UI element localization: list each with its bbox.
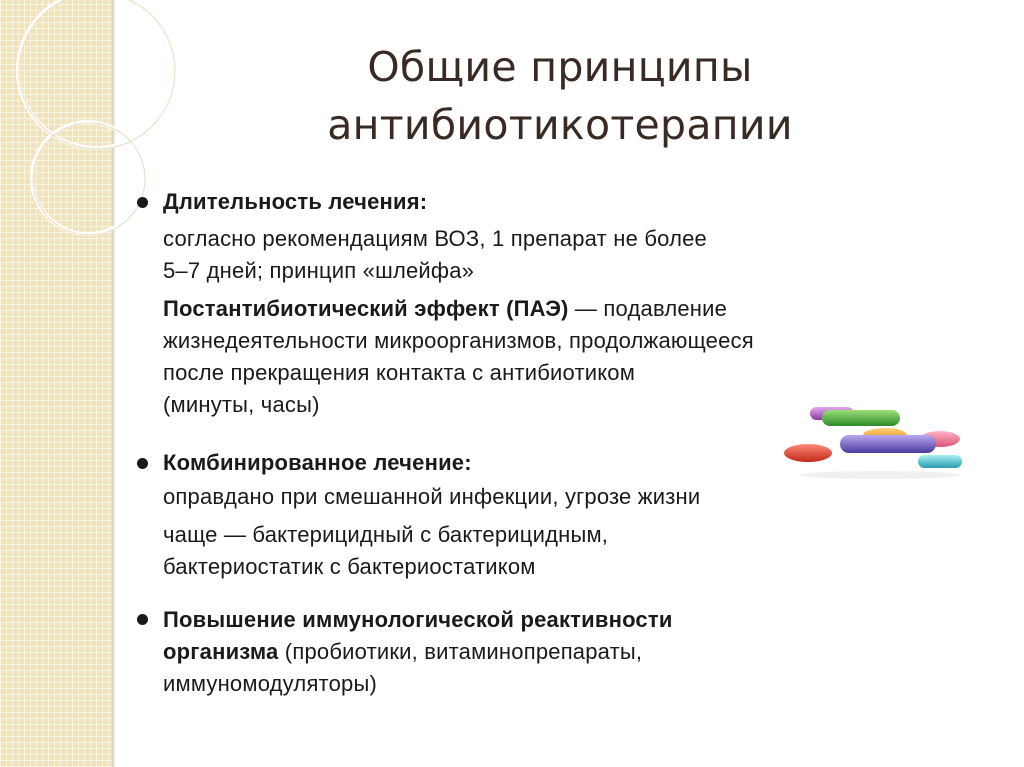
pill-red [784, 444, 832, 462]
combined-text-line-2: чаще — бактерицидный с бактерицидным, [163, 522, 609, 547]
immune-term: организма [163, 639, 279, 664]
pill-green-capsule [822, 410, 900, 426]
duration-heading: Длительность лечения: [163, 189, 428, 214]
pae-line-1 [163, 295, 727, 323]
immune-heading: Повышение иммунологической реактивности [163, 607, 673, 632]
pae-line-3: после прекращения контакта с антибиотиком [163, 360, 636, 385]
combined-heading: Комбинированное лечение: [163, 450, 472, 475]
title-line-2: антибиотикотерапии [327, 101, 793, 149]
slide-title [250, 38, 870, 154]
title-line-1: Общие принципы [367, 43, 753, 91]
bullet-dot [137, 614, 148, 625]
decorative-circle-bottom [32, 122, 144, 234]
pae-line-2: жизнедеятельности микроорганизмов, продолжающееся [163, 328, 754, 353]
duration-text-line-1: согласно рекомендациям ВОЗ, 1 препарат не более [163, 226, 707, 251]
pill-teal [918, 455, 962, 468]
pill-shadow [800, 471, 960, 479]
bullet-dot [137, 458, 148, 469]
pill-purple-capsule [840, 435, 936, 453]
pae-definition-start: — подавление [568, 296, 728, 321]
bullet-dot [137, 197, 148, 208]
decorative-circle-top-shadow [19, 0, 175, 149]
pills-illustration [780, 395, 970, 480]
pae-term: Постантибиотический эффект (ПАЭ) [163, 296, 569, 321]
combined-text-line-1: оправдано при смешанной инфекции, угрозе жизни [163, 484, 701, 509]
decorative-circles [0, 0, 200, 260]
duration-text-line-2: 5–7 дней; принцип «шлейфа» [163, 258, 475, 283]
pae-line-4: (минуты, часы) [163, 392, 320, 417]
immune-examples-start: (пробиотики, витаминопрепараты, [278, 639, 643, 664]
combined-text-line-3: бактериостатик с бактериостатиком [163, 554, 536, 579]
immune-line-2 [163, 638, 642, 666]
immune-line-3: иммуномодуляторы) [163, 671, 377, 696]
